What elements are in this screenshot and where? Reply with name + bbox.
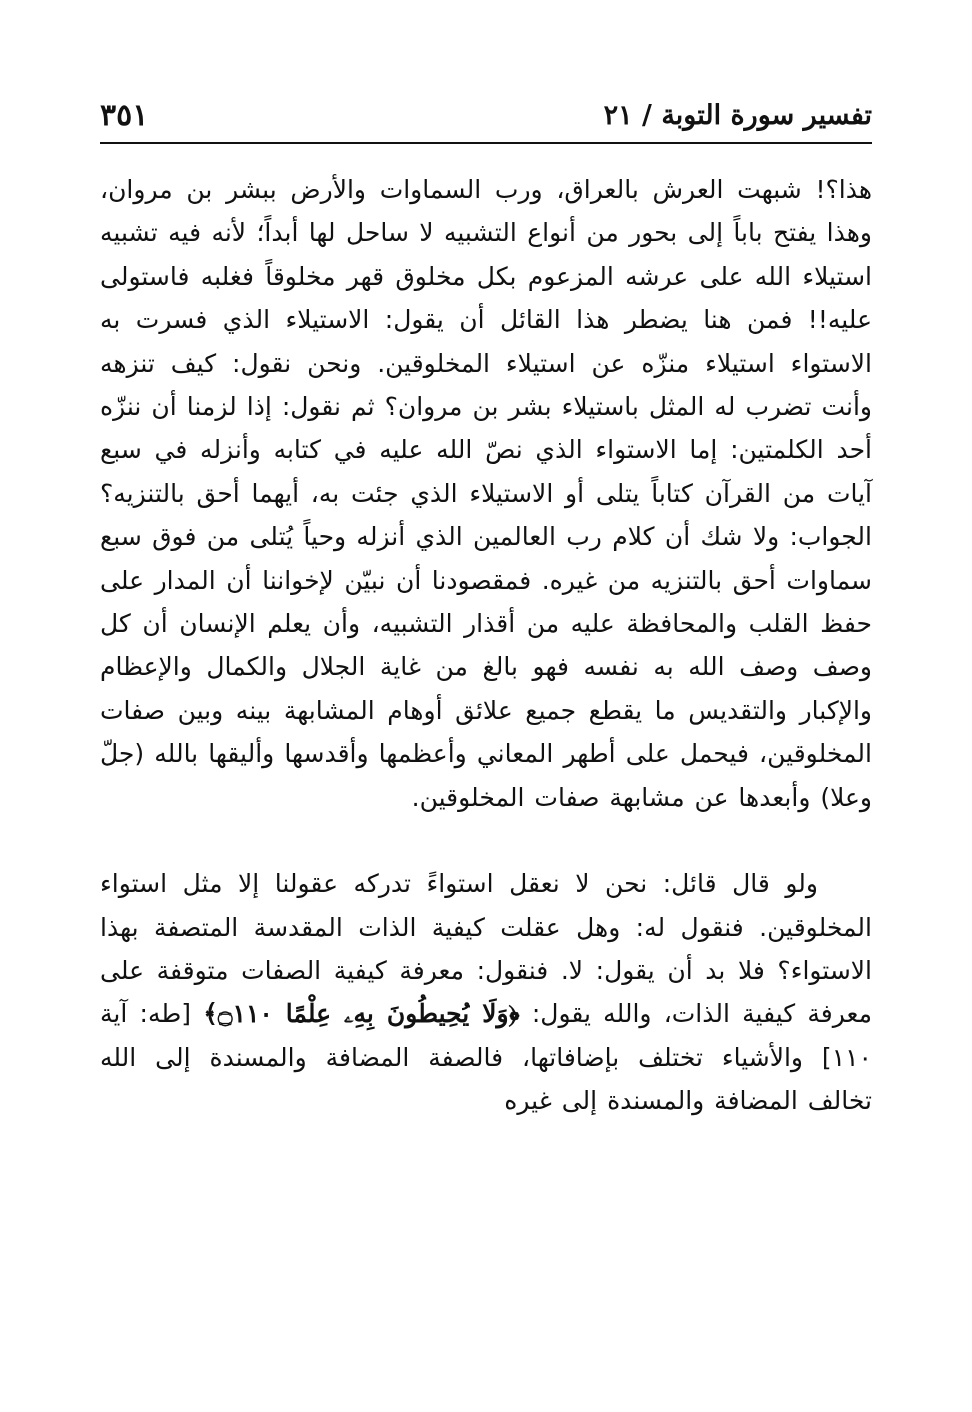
paragraph-continued: هذا؟! شبهت العرش بالعراق، ورب السماوات والأرض ببشر بن مروان، وهذا يفتح باباً إلى بحور من أنواع التشبيه لا ساحل لها أبداً؛ لأنه فيه تشبيه استيلاء الله على عرشه المزعوم بكل مخلوق قهر مخلوقاً فغلبه فاستولى عليه!! فمن هنا يضطر هذا القائل أن يقول: الاستيلاء الذي فسرت به الاستواء استيلاء منزّه عن استيلاء المخلوقين. ونحن نقول: كيف تنزهه وأنت تضرب له المثل باستيلاء بشر بن مروان؟ ثم نقول: إذا لزمنا أن ننزّه أحد الكلمتين: إما الاستواء الذي نصّ الله عليه في كتابه وأنزله في سبع آيات من القرآن كتاباً يتلى أو الاستيلاء الذي جئت به، أيهما أحق بالتنزيه؟ الجواب: ولا شك أن كلام رب العالمين الذي أنزله وحياً يُتلى من فوق سبع سماوات أحق بالتنزيه من غيره. فمقصودنا أن نبيّن لإخواننا أن المدار على حفظ القلب والمحافظة عليه من أقذار التشبيه، وأن يعلم الإنسان أن كل وصف وصف الله به نفسه فهو بالغ من غاية الجلال والكمال والإعظام والإكبار والتقديس ما يقطع جميع علائق أوهام المشابهة بينه وبين صفات المخلوقين، فيحمل على أطهر المعاني وأعظمها وأقدسها وأليقها بالله (جلّ وعلا) وأبعدها عن مشابهة صفات المخلوقين.	[100, 175, 872, 812]
running-header-title: تفسير سورة التوبة / ٢١	[603, 100, 872, 131]
quran-verse-quote: ﴿وَلَا يُحِيطُونَ بِهِۦ عِلْمًا ۝١١٠﴾	[203, 999, 520, 1029]
text-body	[100, 168, 872, 1123]
paragraph-text-after-quote: [طه: آية ١١٠] والأشياء تختلف بإضافاتها، فالصفة المضافة والمسندة إلى الله تخالف المضافة والمسندة إلى غيره	[100, 999, 872, 1116]
running-header	[100, 84, 872, 134]
paragraph-text-before-quote: ولو قال قائل: نحن لا نعقل استواءً تدركه عقولنا إلا مثل استواء المخلوقين. فنقول له: وهل عقلت كيفية الذات المقدسة المتصفة بهذا الاستواء؟ فلا بد أن يقول: لا. فنقول: معرفة كيفية الصفات متوقفة على معرفة كيفية الذات، والله يقول:	[100, 869, 872, 1029]
page-number: ٣٥١	[100, 98, 149, 133]
header-divider	[100, 142, 872, 144]
paragraph-new	[100, 862, 872, 1122]
